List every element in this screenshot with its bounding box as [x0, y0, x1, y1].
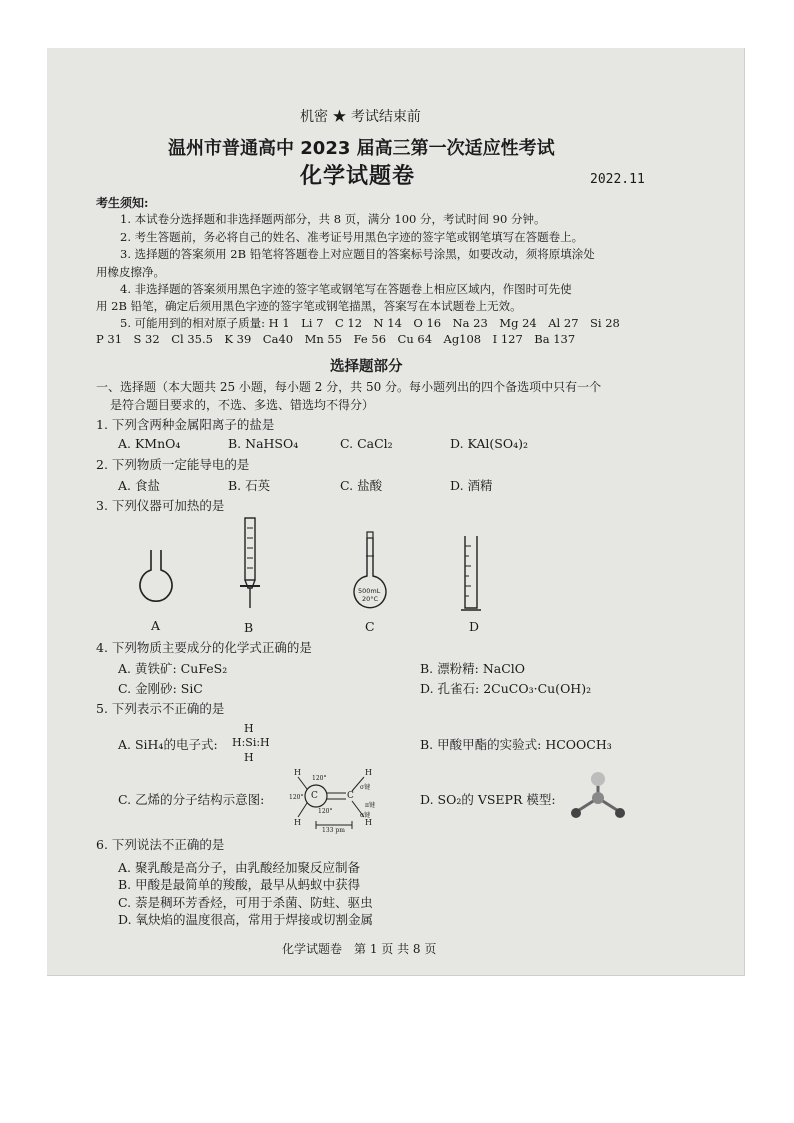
bond-label: σ键 — [360, 784, 371, 791]
lewis-structure-middle: H:Si:H — [232, 736, 270, 749]
graduated-cylinder-icon — [459, 534, 483, 612]
atom-label: C — [311, 791, 318, 801]
notice-item: 用 2B 铅笔，确定后须用黑色字迹的签字笔或钢笔描黑，答案写在本试题卷上无效。 — [96, 299, 522, 313]
atom-label: H — [294, 818, 301, 827]
option: B. 甲酸是最简单的羧酸，最早从蚂蚁中获得 — [118, 877, 361, 892]
lewis-structure-top: H — [244, 722, 254, 735]
subject-title: 化学试题卷 — [300, 164, 416, 189]
option: A. 黄铁矿: CuFeS₂ — [118, 661, 228, 676]
bond-label: π键 — [365, 802, 375, 809]
exam-date: 2022.11 — [590, 172, 645, 187]
confidential-label: 机密 ★ 考试结束前 — [300, 109, 421, 125]
notice-item: 3. 选择题的答案须用 2B 铅笔将答题卷上对应题目的答案标号涂黑，如要改动，须将原填涂处 — [120, 247, 595, 261]
option: D. 氧炔焰的温度很高，常用于焊接或切割金属 — [118, 912, 374, 927]
option: A — [151, 618, 161, 633]
question-stem: 4. 下列物质主要成分的化学式正确的是 — [96, 640, 312, 655]
option: B. 甲酸甲酯的实验式: HCOOCH₃ — [420, 737, 612, 752]
option: A. KMnO₄ — [118, 436, 181, 451]
angle-label: 120° — [318, 808, 333, 815]
option: B. 漂粉精: NaClO — [420, 661, 526, 676]
question-stem: 3. 下列仪器可加热的是 — [96, 498, 225, 513]
option: C. 乙烯的分子结构示意图: — [118, 792, 265, 807]
notice-item: 5. 可能用到的相对原子质量: H 1 Li 7 C 12 N 14 O 16 Na 23 Mg 24 Al 27 Si 28 — [120, 316, 620, 330]
option: D. 酒精 — [450, 478, 493, 493]
atom-label: H — [365, 768, 372, 777]
notice-item: 1. 本试卷分选择题和非选择题两部分，共 8 页，满分 100 分，考试时间 90 分钟。 — [120, 212, 546, 226]
question-stem: 2. 下列物质一定能导电的是 — [96, 457, 250, 472]
angle-label: 120° — [312, 775, 327, 782]
atom-label: H — [294, 768, 301, 777]
bond-length-label: 133 pm — [322, 827, 345, 834]
flask-label: 500mL — [358, 587, 381, 595]
section-title: 选择题部分 — [330, 358, 403, 375]
question-stem: 1. 下列含两种金属阳离子的盐是 — [96, 417, 275, 432]
notice-item: 4. 非选择题的答案须用黑色字迹的签字笔或钢笔写在答题卷上相应区域内，作图时可先使 — [120, 282, 572, 296]
option: A. SiH₄的电子式: — [118, 737, 218, 752]
option: B. 石英 — [228, 478, 271, 493]
section-intro: 是符合题目要求的，不选、多选、错选均不得分） — [110, 398, 375, 412]
notice-heading: 考生须知: — [96, 196, 149, 210]
atom-label: C — [347, 791, 354, 801]
round-bottom-flask-icon — [138, 548, 174, 608]
lewis-structure-bottom: H — [244, 751, 254, 764]
page-footer: 化学试题卷 第 1 页 共 8 页 — [282, 942, 437, 956]
option: D. SO₂的 VSEPR 模型: — [420, 792, 556, 807]
atom-label: H — [365, 818, 372, 827]
option: D — [469, 619, 480, 634]
flask-label: 20°C — [362, 595, 379, 603]
option: D. KAl(SO₄)₂ — [450, 436, 528, 451]
option: B — [244, 620, 254, 635]
option: A. 聚乳酸是高分子，由乳酸经加聚反应制备 — [118, 860, 360, 875]
angle-label: 120° — [289, 794, 304, 801]
question-stem: 6. 下列说法不正确的是 — [96, 837, 225, 852]
option: B. NaHSO₄ — [228, 436, 299, 451]
so2-vsepr-model-icon — [566, 770, 630, 822]
option: C. 萘是稠环芳香烃，可用于杀菌、防蛀、驱虫 — [118, 895, 373, 910]
option: C. CaCl₂ — [340, 436, 393, 451]
notice-item: 用橡皮擦净。 — [96, 265, 165, 279]
option: C. 盐酸 — [340, 478, 383, 493]
notice-item: 2. 考生答题前，务必将自己的姓名、准考证号用黑色字迹的签字笔或钢笔填写在答题卷上。 — [120, 230, 584, 244]
option: C — [365, 619, 375, 634]
option: A. 食盐 — [118, 478, 160, 493]
bond-label: σ键 — [360, 812, 371, 819]
notice-item: P 31 S 32 Cl 35.5 K 39 Ca40 Mn 55 Fe 56 Cu 64 Ag108 I 127 Ba 137 — [96, 332, 576, 346]
option: D. 孔雀石: 2CuCO₃·Cu(OH)₂ — [420, 681, 592, 696]
option: C. 金刚砂: SiC — [118, 681, 203, 696]
exam-title: 温州市普通高中 2023 届高三第一次适应性考试 — [168, 138, 555, 159]
section-intro: 一、选择题（本大题共 25 小题，每小题 2 分，共 50 分。每小题列出的四个备选项中只有一个 — [96, 380, 602, 394]
question-stem: 5. 下列表示不正确的是 — [96, 701, 225, 716]
burette-icon — [236, 516, 264, 612]
